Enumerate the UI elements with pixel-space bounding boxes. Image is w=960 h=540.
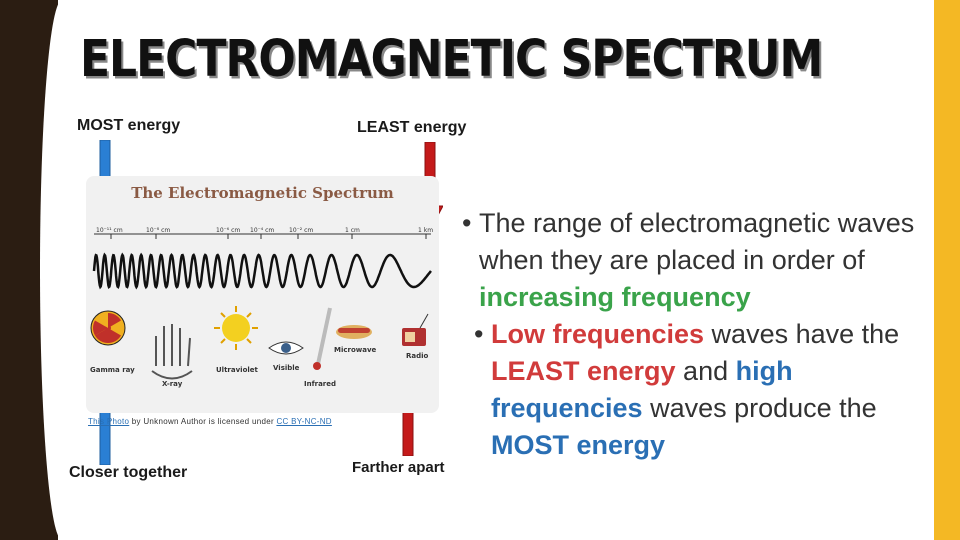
most-energy-label: MOST energy	[77, 117, 181, 134]
bullet-text: waves have the	[704, 319, 900, 349]
spectrum-illustration	[86, 176, 439, 413]
band-label-ultraviolet: Ultraviolet	[216, 366, 258, 374]
highlight-increasing-frequency: increasing frequency	[479, 282, 751, 312]
illustration-title: The Electromagnetic Spectrum	[131, 184, 394, 202]
bullet-energy	[474, 316, 922, 464]
band-label-xray: X-ray	[162, 380, 183, 388]
wavelength-label: 1 cm	[345, 227, 360, 234]
highlight-high-frequencies: high frequencies	[491, 356, 793, 423]
least-energy-label: LEAST energy	[357, 119, 467, 136]
band-label-radio: Radio	[406, 352, 429, 360]
license-link[interactable]: CC BY-NC-ND	[276, 417, 332, 426]
photo-link[interactable]: This Photo	[88, 417, 130, 426]
illustration-graphic	[86, 176, 439, 413]
wavelength-label: 10⁻² cm	[289, 227, 314, 234]
bullet-text: The range of electromagnetic waves when they are placed in order of	[479, 208, 915, 275]
highlight-most-energy: MOST energy	[491, 430, 666, 460]
highlight-least-energy: LEAST energy	[491, 356, 676, 386]
eye-icon	[269, 342, 303, 354]
radio-icon	[402, 314, 428, 346]
spectrum-wave	[94, 255, 431, 287]
farther-apart-label: Farther apart	[352, 459, 445, 476]
xray-hand-icon	[152, 324, 192, 379]
right-accent-band	[934, 0, 960, 540]
thermometer-icon	[313, 308, 330, 370]
image-credit	[88, 417, 332, 426]
closer-together-label: Closer together	[69, 464, 188, 481]
right-band-gap	[926, 0, 934, 540]
left-band-curve	[40, 0, 80, 540]
microwave-hotdog-icon	[336, 325, 372, 339]
wavelength-label: 1 km	[418, 227, 434, 234]
wavelength-label: 10⁻⁴ cm	[250, 227, 275, 234]
wavelength-label: 10⁻⁶ cm	[216, 227, 241, 234]
bullet-list	[462, 205, 922, 464]
radiation-icon	[91, 311, 125, 345]
wavelength-label: 10⁻¹¹ cm	[96, 227, 123, 234]
slide-title: ELECTROMAGNETIC SPECTRUM	[80, 30, 823, 89]
wavelength-label: 10⁻⁸ cm	[146, 227, 171, 234]
sun-icon	[214, 306, 258, 350]
band-label-infrared: Infrared	[304, 380, 337, 388]
bullet-text: and	[675, 356, 736, 386]
bullet-text: waves produce the	[642, 393, 877, 423]
bullet-definition	[462, 205, 922, 316]
highlight-low-frequencies: Low frequencies	[491, 319, 705, 349]
band-label-gamma: Gamma ray	[90, 366, 135, 374]
band-label-microwave: Microwave	[334, 346, 377, 354]
band-label-visible: Visible	[273, 364, 300, 372]
credit-text: by Unknown Author is licensed under	[129, 417, 277, 426]
